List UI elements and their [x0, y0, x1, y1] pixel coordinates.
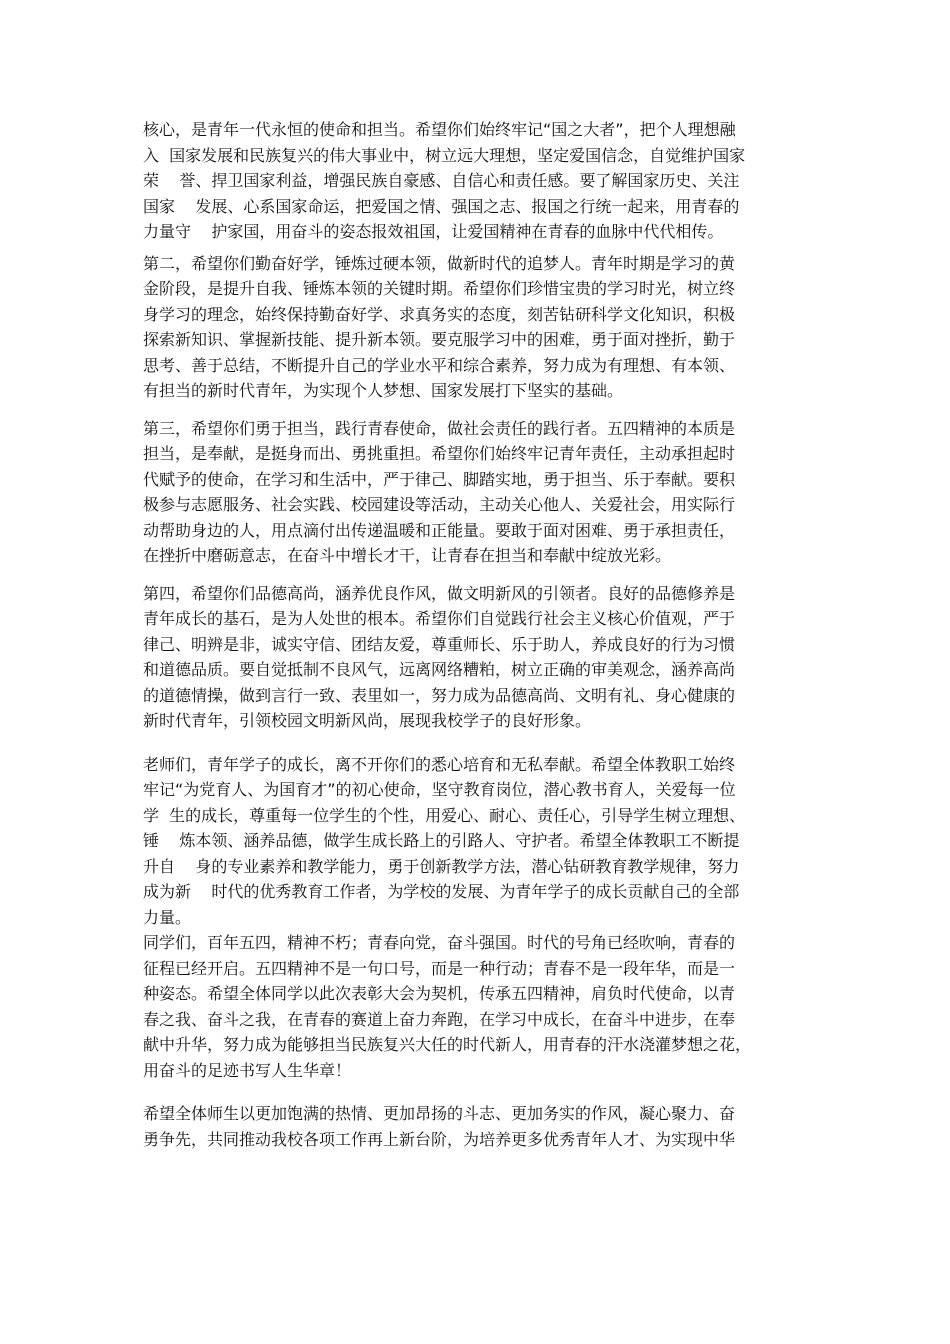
text-line: 金阶段，是提升自我、锤炼本领的关键时期。希望你们珍惜宝贵的学习时光，树立终	[143, 279, 736, 298]
text-line: 思考、善于总结，不断提升自己的学业水平和综合素养，努力成为有理想、有本领、	[143, 355, 736, 375]
text-line: 力量。	[143, 907, 192, 927]
paragraph-gap	[143, 569, 813, 581]
text-line: 探索新知识、掌握新技能、提升新本领。要克服学习中的困难，勇于面对挫折，勤于	[143, 330, 736, 349]
text-line: 和道德品质。要自觉抵制不良风气，远离网络糟粕，树立正确的审美观念，涵养高尚	[143, 660, 736, 679]
text-line: 代赋予的使命，在学习和生活中，严于律己、脚踏实地，勇于担当、乐于奉献。要积	[143, 469, 736, 489]
text-line: 第四，希望你们品德高尚，涵养优良作风，做文明新风的引领者。良好的品德修养是	[143, 583, 736, 603]
text-line: 国家 发展、心系国家命运，把爱国之情、强国之志、报国之行统一起来，用青春的	[143, 196, 740, 216]
paragraph-closing	[143, 1101, 813, 1152]
text-line: 动帮助身边的人，用点滴付出传递温暖和正能量。要敢于面对困难、勇于承担责任，	[143, 520, 736, 540]
paragraph-teachers	[143, 752, 813, 931]
text-line: 同学们，百年五四，精神不朽；青春向党，奋斗强国。时代的号角已经吹响，青春的	[143, 933, 736, 952]
paragraph-gap	[143, 734, 813, 752]
paragraph-students	[143, 930, 813, 1083]
text-line: 力量守 护家国，用奋斗的姿态报效祖国，让爱国精神在青春的血脉中代代相传。	[143, 222, 724, 241]
text-line: 第三，希望你们勇于担当，践行青春使命，做社会责任的践行者。五四精神的本质是	[143, 418, 736, 438]
text-line: 核心，是青年一代永恒的使命和担当。希望你们始终牢记“国之大者”，把个人理想融	[143, 120, 736, 139]
text-line: 身学习的理念，始终保持勤奋好学、求真务实的态度，刻苦钻研科学文化知识，积极	[143, 304, 736, 324]
text-line: 律己、明辨是非，诚实守信、团结友爱，尊重师长、乐于助人，养成良好的行为习惯	[143, 634, 736, 654]
text-line: 担当，是奉献，是挺身而出、勇挑重担。希望你们始终牢记青年责任，主动承担起时	[143, 444, 736, 463]
paragraph-gap	[143, 404, 813, 416]
text-line: 的道德情操，做到言行一致、表里如一，努力成为品德高尚、文明有礼、身心健康的	[143, 685, 736, 705]
text-line: 种姿态。希望全体同学以此次表彰大会为契机，传承五四精神，肩负时代使命，以青	[143, 984, 736, 1003]
paragraph-second-diligence	[143, 251, 813, 404]
text-line: 勇争先，共同推动我校各项工作再上新台阶，为培养更多优秀青年人才、为实现中华	[143, 1129, 736, 1149]
text-line: 老师们，青年学子的成长，离不开你们的悉心培育和无私奉献。希望全体教职工始终	[143, 754, 736, 774]
paragraph-third-responsibility	[143, 416, 813, 569]
text-line: 锤 炼本领、涵养品德，做学生成长路上的引路人、守护者。希望全体教职工不断提	[143, 831, 740, 850]
text-line: 升自 身的专业素养和教学能力，勇于创新教学方法，潜心钻研教育教学规律，努力	[143, 856, 740, 876]
text-line: 第二，希望你们勤奋好学，锤炼过硬本领，做新时代的追梦人。青年时期是学习的黄	[143, 253, 736, 273]
text-line: 献中升华，努力成为能够担当民族复兴大任的时代新人，用青春的汗水浇灌梦想之花，	[143, 1035, 752, 1054]
text-line: 希望全体师生以更加饱满的热情、更加昂扬的斗志、更加务实的作风，凝心聚力、奋	[143, 1104, 736, 1123]
text-line: 青年成长的基石，是为人处世的根本。希望你们自觉践行社会主义核心价值观，严于	[143, 609, 736, 628]
text-line: 极参与志愿服务、社会实践、校园建设等活动，主动关心他人、关爱社会，用实际行	[143, 495, 736, 514]
text-line: 征程已经开启。五四精神不是一句口号，而是一种行动；青春不是一段年华，而是一	[143, 958, 736, 978]
text-line: 荣 誉、捍卫国家利益，增强民族自豪感、自信心和责任感。要了解国家历史、关注	[143, 171, 740, 190]
paragraph-gap	[143, 1083, 813, 1101]
text-line: 学 生的成长，尊重每一位学生的个性，用爱心、耐心、责任心，引导学生树立理想、	[143, 805, 746, 825]
text-line: 入 国家发展和民族复兴的伟大事业中，树立远大理想，坚定爱国信念，自觉维护国家	[143, 145, 746, 165]
paragraph-fourth-morality	[143, 581, 813, 734]
text-line: 牢记“为党育人、为国育才”的初心使命，坚守教育岗位，潜心教书育人，关爱每一位	[143, 780, 736, 799]
text-line: 成为新 时代的优秀教育工作者，为学校的发展、为青年学子的成长贡献自己的全部	[143, 882, 740, 901]
text-line: 在挫折中磨砺意志，在奋斗中增长才干，让青春在担当和奉献中绽放光彩。	[143, 546, 672, 565]
paragraph-patriotism	[143, 117, 813, 245]
text-line: 春之我、奋斗之我，在青春的赛道上奋力奔跑，在学习中成长，在奋斗中进步，在奉	[143, 1009, 736, 1029]
document-body	[143, 117, 813, 1152]
text-line: 新时代青年，引领校园文明新风尚，展现我校学子的良好形象。	[143, 711, 592, 730]
text-line: 用奋斗的足迹书写人生华章！	[143, 1060, 352, 1080]
text-line: 有担当的新时代青年，为实现个人梦想、国家发展打下坚实的基础。	[143, 381, 624, 400]
